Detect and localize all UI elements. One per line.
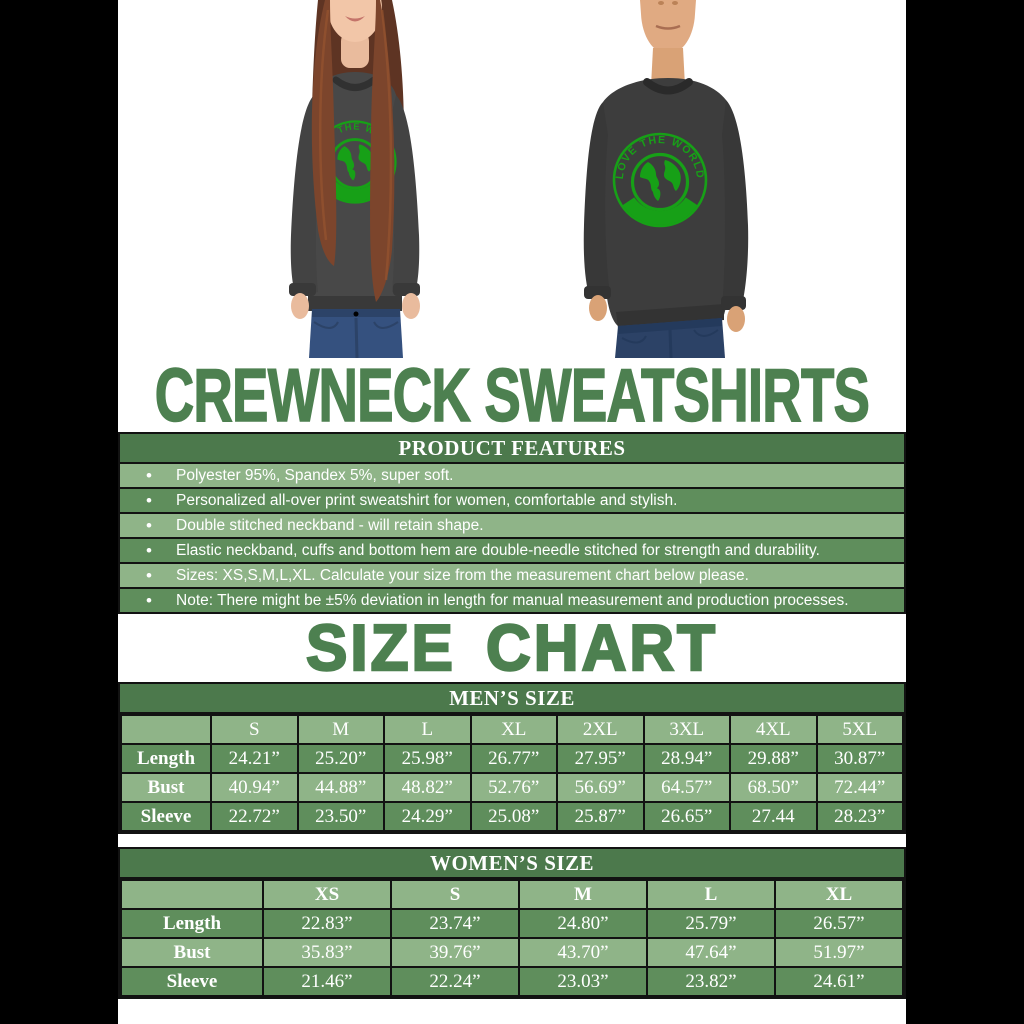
row-label: Bust <box>121 938 263 967</box>
table-cell: 44.88” <box>298 773 385 802</box>
table-cell: 48.82” <box>384 773 471 802</box>
feature-text: Polyester 95%, Spandex 5%, super soft. <box>176 466 454 484</box>
table-cell <box>121 880 263 909</box>
male-left-hand <box>589 295 607 321</box>
male-face <box>640 0 696 54</box>
table-cell: 5XL <box>817 715 904 744</box>
features-header: PRODUCT FEATURES <box>120 434 904 464</box>
table-row-length <box>121 909 903 938</box>
womens-header-row <box>121 880 903 909</box>
womens-size-header: WOMEN’S SIZE <box>120 849 904 879</box>
table-cell: 27.44 <box>730 802 817 831</box>
table-cell: 64.57” <box>644 773 731 802</box>
jeans-button <box>354 312 359 317</box>
feature-item <box>120 514 904 539</box>
table-cell: 25.08” <box>471 802 558 831</box>
table-cell: 40.94” <box>211 773 298 802</box>
spacer <box>118 834 906 847</box>
page-title <box>118 352 906 438</box>
table-cell: L <box>384 715 471 744</box>
table-cell: 23.03” <box>519 967 647 996</box>
table-cell: 2XL <box>557 715 644 744</box>
table-cell: 25.98” <box>384 744 471 773</box>
table-cell: 24.61” <box>775 967 903 996</box>
bullet-icon: • <box>146 590 152 610</box>
table-cell: M <box>298 715 385 744</box>
bullet-icon: • <box>146 515 152 535</box>
female-model-illustration <box>230 0 500 358</box>
table-cell: 39.76” <box>391 938 519 967</box>
feature-text: Personalized all-over print sweatshirt for women, comfortable and stylish. <box>176 491 678 509</box>
page-title-text: CREWNECK SWEATSHIRTS <box>154 352 870 438</box>
table-cell: 68.50” <box>730 773 817 802</box>
product-features-panel <box>118 432 906 614</box>
womens-size-section <box>118 847 906 999</box>
male-sweatshirt <box>584 78 748 328</box>
bullet-icon: • <box>146 490 152 510</box>
feature-item <box>120 539 904 564</box>
mens-size-header: MEN’S SIZE <box>120 684 904 714</box>
table-cell: 22.72” <box>211 802 298 831</box>
male-nose <box>672 1 678 5</box>
female-jeans <box>309 309 403 358</box>
table-cell: 26.65” <box>644 802 731 831</box>
table-cell: 25.87” <box>557 802 644 831</box>
table-cell: 4XL <box>730 715 817 744</box>
feature-item <box>120 564 904 589</box>
table-cell: 43.70” <box>519 938 647 967</box>
model-photos <box>118 0 906 358</box>
right-cuff <box>393 283 420 296</box>
table-cell: 28.23” <box>817 802 904 831</box>
table-cell: XS <box>263 880 391 909</box>
table-cell: 23.50” <box>298 802 385 831</box>
row-label: Length <box>121 909 263 938</box>
table-cell: 26.57” <box>775 909 903 938</box>
bullet-icon: • <box>146 540 152 560</box>
feature-item <box>120 489 904 514</box>
feature-text: Note: There might be ±5% deviation in length for manual measurement and production processes. <box>176 591 849 609</box>
mens-header-row <box>121 715 903 744</box>
bullet-icon: • <box>146 465 152 485</box>
male-model-illustration <box>518 0 798 358</box>
mens-size-section <box>118 682 906 834</box>
hem-band <box>308 296 402 311</box>
row-label: Sleeve <box>121 967 263 996</box>
table-cell: 28.94” <box>644 744 731 773</box>
table-cell: M <box>519 880 647 909</box>
table-cell: 30.87” <box>817 744 904 773</box>
table-row-length <box>121 744 903 773</box>
table-cell: 29.88” <box>730 744 817 773</box>
row-label: Sleeve <box>121 802 211 831</box>
table-cell: 21.46” <box>263 967 391 996</box>
table-cell: 26.77” <box>471 744 558 773</box>
mens-size-table <box>120 714 904 832</box>
table-cell: 23.82” <box>647 967 775 996</box>
size-chart-title-text: SIZE CHART <box>306 611 718 685</box>
feature-text: Elastic neckband, cuffs and bottom hem are double-needle stitched for strength and durability. <box>176 541 820 559</box>
table-cell: 72.44” <box>817 773 904 802</box>
table-cell: 52.76” <box>471 773 558 802</box>
table-cell <box>121 715 211 744</box>
table-cell: 25.79” <box>647 909 775 938</box>
table-cell: 56.69” <box>557 773 644 802</box>
female-right-hand <box>402 293 420 319</box>
feature-text: Sizes: XS,S,M,L,XL. Calculate your size from the measurement chart below please. <box>176 566 749 584</box>
row-label: Length <box>121 744 211 773</box>
table-row-bust <box>121 938 903 967</box>
table-row-sleeve <box>121 802 903 831</box>
table-cell: 47.64” <box>647 938 775 967</box>
content-area <box>118 0 906 1024</box>
table-cell: 3XL <box>644 715 731 744</box>
table-cell: 24.29” <box>384 802 471 831</box>
feature-text: Double stitched neckband - will retain shape. <box>176 516 484 534</box>
table-cell: 24.21” <box>211 744 298 773</box>
table-cell: 23.74” <box>391 909 519 938</box>
table-row-bust <box>121 773 903 802</box>
female-left-hand <box>291 293 309 319</box>
male-nose <box>658 1 664 5</box>
table-cell: 25.20” <box>298 744 385 773</box>
table-cell: S <box>211 715 298 744</box>
row-label: Bust <box>121 773 211 802</box>
size-chart-title <box>118 611 906 685</box>
table-cell: 22.24” <box>391 967 519 996</box>
bullet-icon: • <box>146 565 152 585</box>
male-right-hand <box>727 306 745 332</box>
table-cell: XL <box>775 880 903 909</box>
womens-size-table <box>120 879 904 997</box>
table-cell: XL <box>471 715 558 744</box>
table-row-sleeve <box>121 967 903 996</box>
table-cell: L <box>647 880 775 909</box>
table-cell: 22.83” <box>263 909 391 938</box>
table-cell: 24.80” <box>519 909 647 938</box>
table-cell: 35.83” <box>263 938 391 967</box>
feature-item <box>120 464 904 489</box>
table-cell: 27.95” <box>557 744 644 773</box>
table-cell: S <box>391 880 519 909</box>
table-cell: 51.97” <box>775 938 903 967</box>
